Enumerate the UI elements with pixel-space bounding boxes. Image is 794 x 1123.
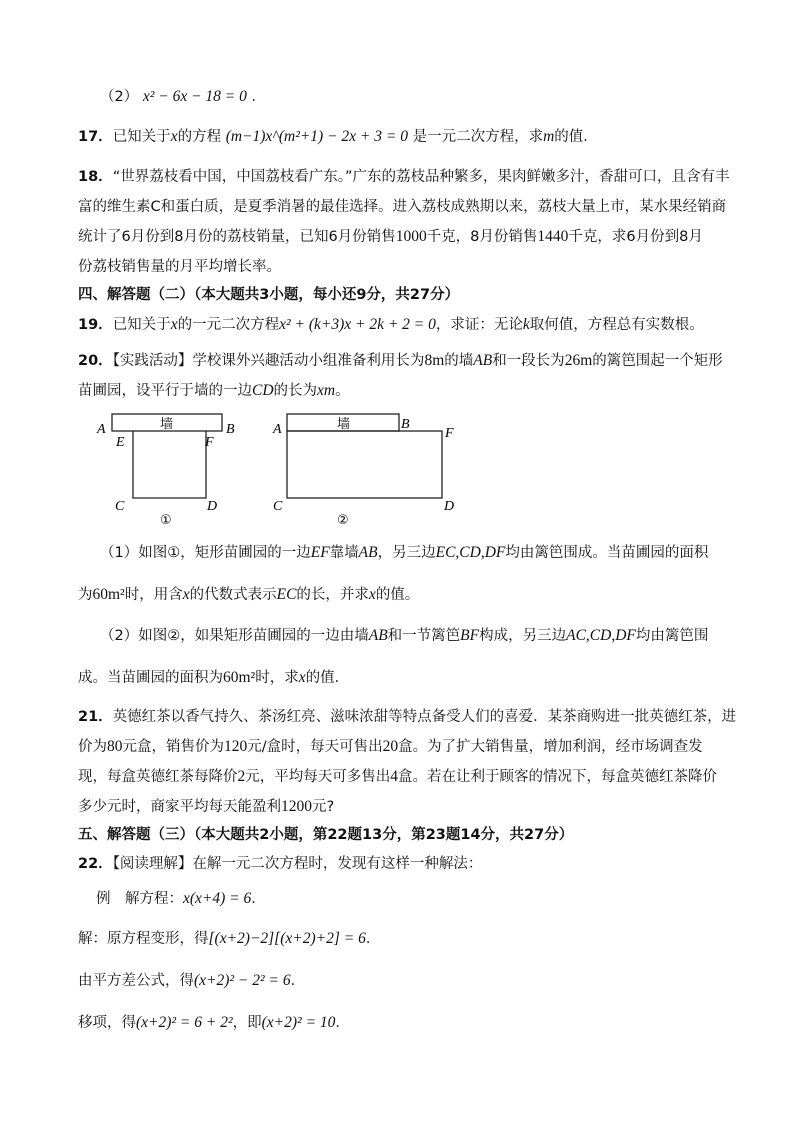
equation: x² + (k+3)x + 2k + 2 = 0 (279, 316, 436, 333)
equation: (x+2)² = 10 (261, 1014, 336, 1031)
question-20-part1-line2: 为60m²时，用含x的代数式表示EC的长，并求x的值。 (78, 586, 420, 603)
question-18: 18．“世界荔枝看中国，中国荔枝看广东。”广东的荔枝品种繁多，果肉鲜嫩多汁，香甜可口，且含有丰 (78, 169, 730, 185)
question-number: 18． (78, 169, 113, 185)
figure-1-caption: ① (160, 513, 172, 528)
equation: x² − 6x − 18 = 0 (142, 88, 247, 105)
question-20-part2: （2）如图②，如果矩形苗圃园的一边由墙AB和一节篱笆BF构成，另三边AC,CD,DF均由篱笆围 (100, 627, 709, 644)
example-line: 例 解方程：x(x+4) = 6． (96, 890, 266, 907)
point-e: E (116, 435, 125, 450)
point-a: A (273, 422, 282, 437)
question-number: 20． (78, 353, 113, 369)
point-f: F (205, 435, 214, 450)
solution-line-2: 由平方差公式，得(x+2)² − 2² = 6． (78, 972, 306, 989)
point-c: C (273, 499, 283, 514)
point-b: B (226, 422, 235, 437)
question-21: 21．英德红茶以香气持久、茶汤红亮、滋味浓甜等特点备受人们的喜爱．某茶商购进一批英德红茶，进 (78, 709, 737, 725)
question-number: 21． (78, 709, 113, 725)
question-21-line3: 现，每盒英德红茶每降价2元，平均每天可多售出4盒。若在让利于顾客的情况下，每盒英德红茶降价 (78, 768, 717, 785)
section-heading-5: 五、解答题（三）（本大题共2小题，第22题13分，第23题14分，共27分） (78, 827, 574, 843)
equation: (m−1)x^(m²+1) − 2x + 3 = 0 (225, 128, 408, 145)
wall-label: 墙 (337, 417, 351, 432)
question-19: 19．已知关于x的一元二次方程x² + (k+3)x + 2k + 2 = 0，求证：无论k取何值，方程总有实数根。 (78, 316, 704, 333)
solution-line-1: 解：原方程变形，得[(x+2)−2][(x+2)+2] = 6． (78, 930, 381, 947)
question-number: 22． (78, 856, 113, 872)
point-d: D (207, 499, 218, 514)
question-20-part1: （1）如图①，矩形苗圃园的一边EF靠墙AB，另三边EC,CD,DF均由篱笆围成。当苗圃园的面积 (100, 544, 709, 561)
wall-label: 墙 (160, 417, 174, 432)
equation: (x+2)² − 2² = 6 (194, 972, 291, 989)
q16-part2: （2） x² − 6x − 18 = 0 ． (100, 88, 266, 105)
garden-2 (287, 431, 442, 498)
question-21-line4: 多少元时，商家平均每天能盈利1200元? (78, 798, 335, 815)
question-22: 22．【阅读理解】在解一元二次方程时，发现有这样一种解法： (78, 856, 483, 872)
question-number: 19． (78, 317, 113, 333)
question-18-line4: 份荔枝销售量的月平均增长率。 (78, 259, 281, 275)
figure-2-caption: ② (337, 513, 349, 528)
question-20: 20．【实践活动】学校课外兴趣活动小组准备利用长为8m的墙AB和一段长为26m的篱笆围起一个矩形 (78, 352, 723, 369)
question-21-line2: 价为80元盒，销售价为120元/盒时，每天可售出20盒。为了扩大销售量，增加利润，经市场调查发 (78, 738, 703, 755)
question-18-line3: 统计了6月份到8月份的荔枝销量，已知6月份销售1000千克，8月份销售1440千克，求6月份到8月 (78, 228, 703, 245)
equation: [(x+2)−2][(x+2)+2] = 6 (208, 930, 366, 947)
point-c: C (115, 499, 125, 514)
section-heading-4: 四、解答题（二）（本大题共3小题，每小还9分，共27分） (78, 287, 460, 303)
equation: x(x+4) = 6 (183, 890, 252, 907)
solution-line-3: 移项，得(x+2)² = 6 + 2²，即(x+2)² = 10． (78, 1014, 350, 1031)
point-d: D (444, 499, 455, 514)
question-18-line2: 富的维生素C和蛋白质，是夏季消暑的最佳选择。进入荔枝成熟期以来，荔枝大量上市，某水果经销商 (78, 199, 727, 215)
point-b: B (401, 417, 410, 432)
point-f: F (445, 426, 454, 441)
question-20-line2: 苗圃园，设平行于墙的一边CD的长为xm。 (78, 382, 350, 399)
question-17: 17．已知关于x的方程 (m−1)x^(m²+1) − 2x + 3 = 0 是一元二次方程，求m的值． (78, 128, 598, 145)
question-20-part2-line2: 成。当苗圃园的面积为60m²时，求x的值． (78, 669, 350, 686)
question-number: 17． (78, 129, 113, 145)
fence-1 (133, 431, 206, 498)
equation: (x+2)² = 6 + 2² (136, 1014, 233, 1031)
point-a: A (97, 422, 106, 437)
